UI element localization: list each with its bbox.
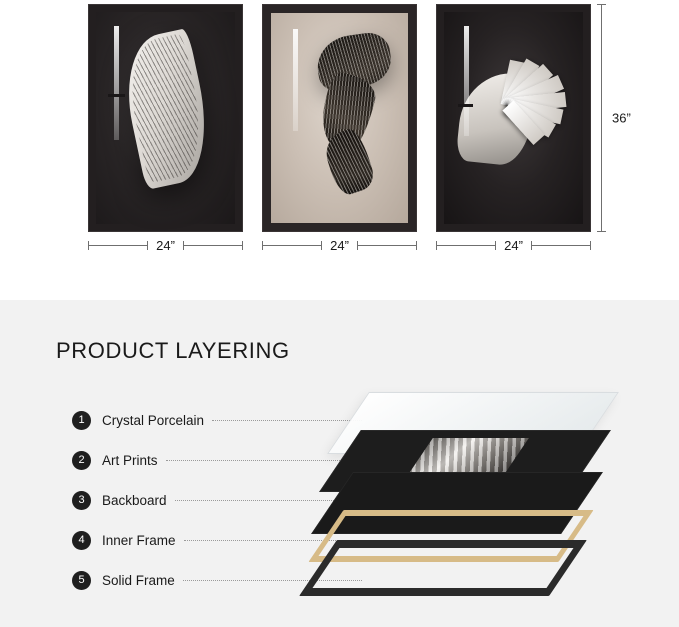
height-dimension xyxy=(596,4,636,232)
layer-number-badge: 2 xyxy=(72,451,91,470)
light-streak-icon xyxy=(114,26,119,140)
dimension-line xyxy=(357,245,417,246)
layer-number-badge: 5 xyxy=(72,571,91,590)
layer-number-badge: 1 xyxy=(72,411,91,430)
framed-art-panels xyxy=(88,4,591,232)
layer-face xyxy=(299,540,587,596)
width-label-left: 24” xyxy=(156,237,175,253)
dimension-line xyxy=(183,245,243,246)
abstract-fan-shape xyxy=(470,36,566,176)
dimension-line xyxy=(531,245,591,246)
width-dimension-right xyxy=(436,236,591,254)
layer-label: Crystal Porcelain xyxy=(102,412,205,428)
height-label: 36” xyxy=(612,108,631,129)
layer-number-badge: 4 xyxy=(72,531,91,550)
section-title: PRODUCT LAYERING xyxy=(56,338,290,363)
layer-label: Inner Frame xyxy=(102,532,176,548)
width-label-center: 24” xyxy=(330,237,349,253)
width-label-right: 24” xyxy=(504,237,523,253)
layer-label: Solid Frame xyxy=(102,572,175,588)
abstract-feather-shape xyxy=(115,28,219,190)
product-layering-section xyxy=(0,300,679,627)
art-panel-left xyxy=(88,4,243,232)
exploded-layer-diagram xyxy=(318,392,638,604)
accent-tick xyxy=(458,104,473,107)
accent-tick xyxy=(108,94,125,97)
light-streak-icon xyxy=(464,26,469,136)
art-panel-center-canvas xyxy=(271,13,408,223)
art-panel-center xyxy=(262,4,417,232)
dimension-line-vertical xyxy=(601,4,602,232)
art-panel-right-canvas xyxy=(444,12,583,224)
art-panel-left-canvas xyxy=(96,12,235,224)
light-streak-icon xyxy=(293,29,298,131)
art-panel-right xyxy=(436,4,591,232)
layer-label: Backboard xyxy=(102,492,167,508)
dimensions-section xyxy=(0,0,679,300)
dimension-line xyxy=(436,245,496,246)
width-dimension-left xyxy=(88,236,243,254)
dimension-line xyxy=(262,245,322,246)
dimension-line xyxy=(88,245,148,246)
layer-solid-frame xyxy=(318,540,568,596)
width-dimension-center xyxy=(262,236,417,254)
layer-label: Art Prints xyxy=(102,452,158,468)
layer-number-badge: 3 xyxy=(72,491,91,510)
